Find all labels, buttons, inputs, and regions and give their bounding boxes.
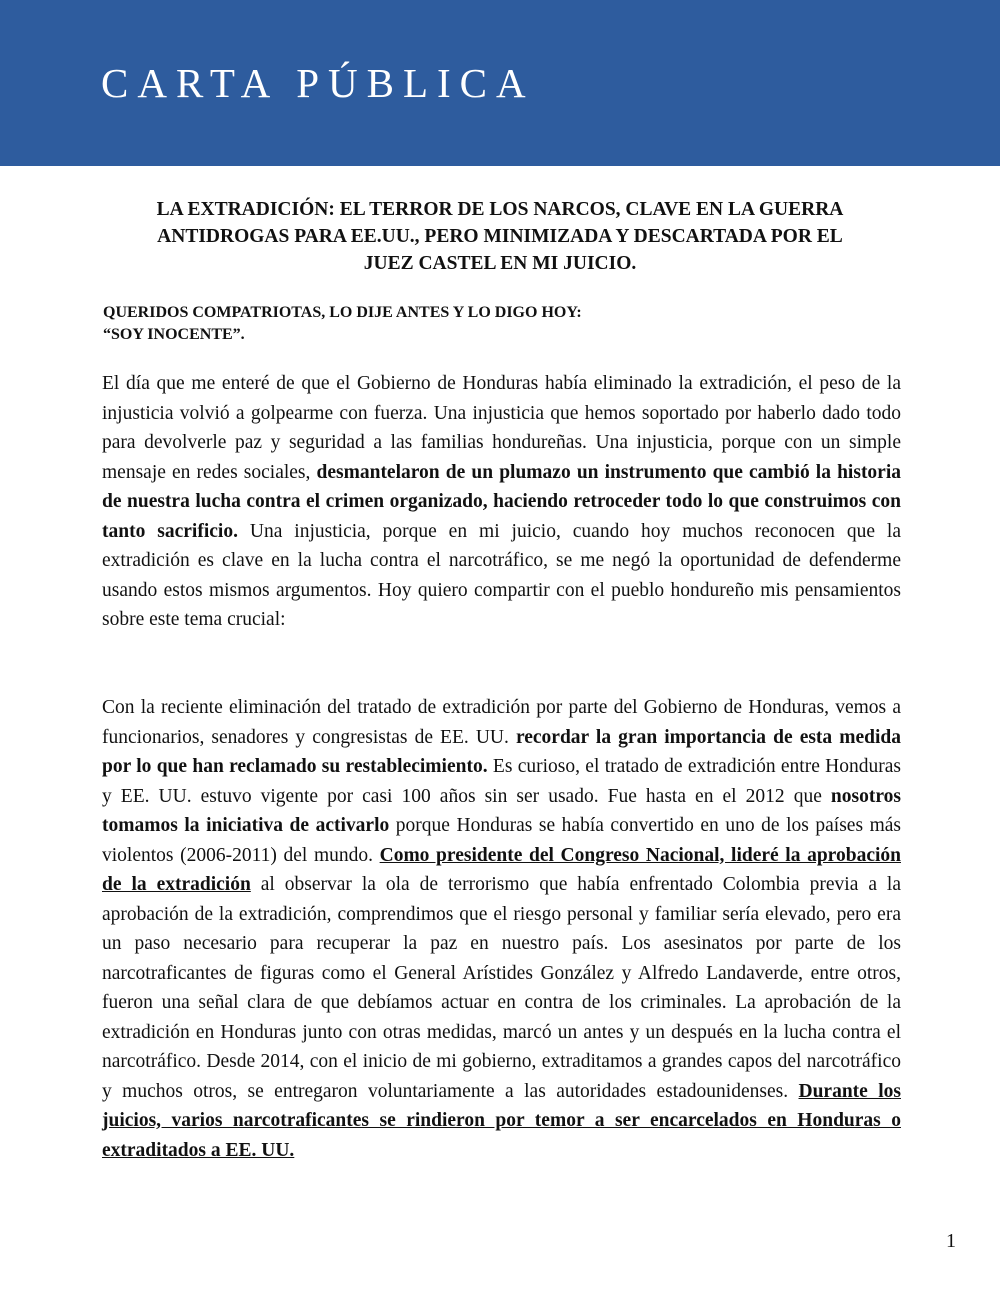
body-paragraph-2 (102, 693, 901, 1165)
paragraph-text: al observar la ola de terrorismo que había enfrentado Colombia previa a la aprobación de la extradición, comprendimos que el riesgo personal y familiar sería elevado, pero era un paso necesario para recuperar la paz en nuestro país. Los asesinatos por parte de los narcotraficantes de figuras como el General Arístides González y Alfredo Landaverde, entre otros, fueron una señal clara de que debíamos actuar en contra de los criminales. La aprobación de la extradición en Honduras junto con otras medidas, marcó un antes y un después en la lucha contra el narcotráfico. Desde 2014, con el inicio de mi gobierno, extraditamos a grandes capos del narcotráfico y muchos otros, se entregaron voluntariamente a las autoridades estadounidenses. (102, 874, 902, 1102)
headline (100, 196, 900, 277)
header-banner (0, 0, 1000, 166)
body-paragraph-1 (102, 369, 901, 635)
page-number: 1 (946, 1230, 956, 1252)
paragraph-text: El día que me enteré de que el Gobierno de Honduras había eliminado la extradición, el peso de la injusticia volvió a golpearme con fuerza. Una injusticia que hemos soportado por haberlo dado todo para devolverle paz y seguridad a las familias hondureñas. Una injusticia, porque con un simple mensaje en redes sociales, (102, 373, 901, 483)
bold-emphasis: desmantelaron de un plumazo un instrumento que cambió la historia de nuestra lucha contra el crimen organizado, haciendo retroceder todo lo que construimos con tanto sacrificio. (102, 461, 902, 542)
bold-emphasis: recordar la gran importancia de esta medida por lo que han reclamado su restablecimiento. (102, 726, 902, 777)
headline-line: ANTIDROGAS PARA EE.UU., PERO MINIMIZADA Y DESCARTADA POR EL (157, 226, 843, 247)
paragraph-text: Con la reciente eliminación del tratado de extradición por parte del Gobierno de Honduras, vemos a funcionarios, senadores y congresistas de EE. UU. (102, 697, 901, 748)
underlined-emphasis: Como presidente del Congreso Nacional, lideré la aprobación de la extradición (102, 844, 901, 895)
headline-line: LA EXTRADICIÓN: EL TERROR DE LOS NARCOS, CLAVE EN LA GUERRA (156, 199, 844, 220)
underlined-emphasis: Durante los juicios, varios narcotraficantes se rindieron por temor a ser encarcelados en Honduras o extraditados a EE. UU. (102, 1080, 901, 1161)
paragraph-text: porque Honduras se había convertido en uno de los países más violentos (2006-2011) del mundo. (102, 815, 902, 866)
paragraph-text: Es curioso, el tratado de extradición entre Honduras y EE. UU. estuvo vigente por casi 100 años sin ser usado. Fue hasta en el 2012 que (102, 756, 901, 807)
bold-emphasis: nosotros tomamos la iniciativa de activarlo (102, 785, 901, 836)
paragraph-text: Una injusticia, porque en mi juicio, cuando hoy muchos reconocen que la extradición es clave en la lucha contra el narcotráfico, se me negó la oportunidad de defenderme usando estos mismos argumentos. Hoy quiero compartir con el pueblo hondureño mis pensamientos sobre este tema crucial: (102, 520, 901, 630)
letter-title: CARTA PÚBLICA (101, 60, 535, 106)
salutation (103, 302, 903, 346)
salutation-line: “SOY INOCENTE”. (103, 326, 245, 343)
salutation-line: QUERIDOS COMPATRIOTAS, LO DIJE ANTES Y LO DIGO HOY: (103, 304, 582, 321)
headline-line: JUEZ CASTEL EN MI JUICIO. (363, 253, 637, 274)
